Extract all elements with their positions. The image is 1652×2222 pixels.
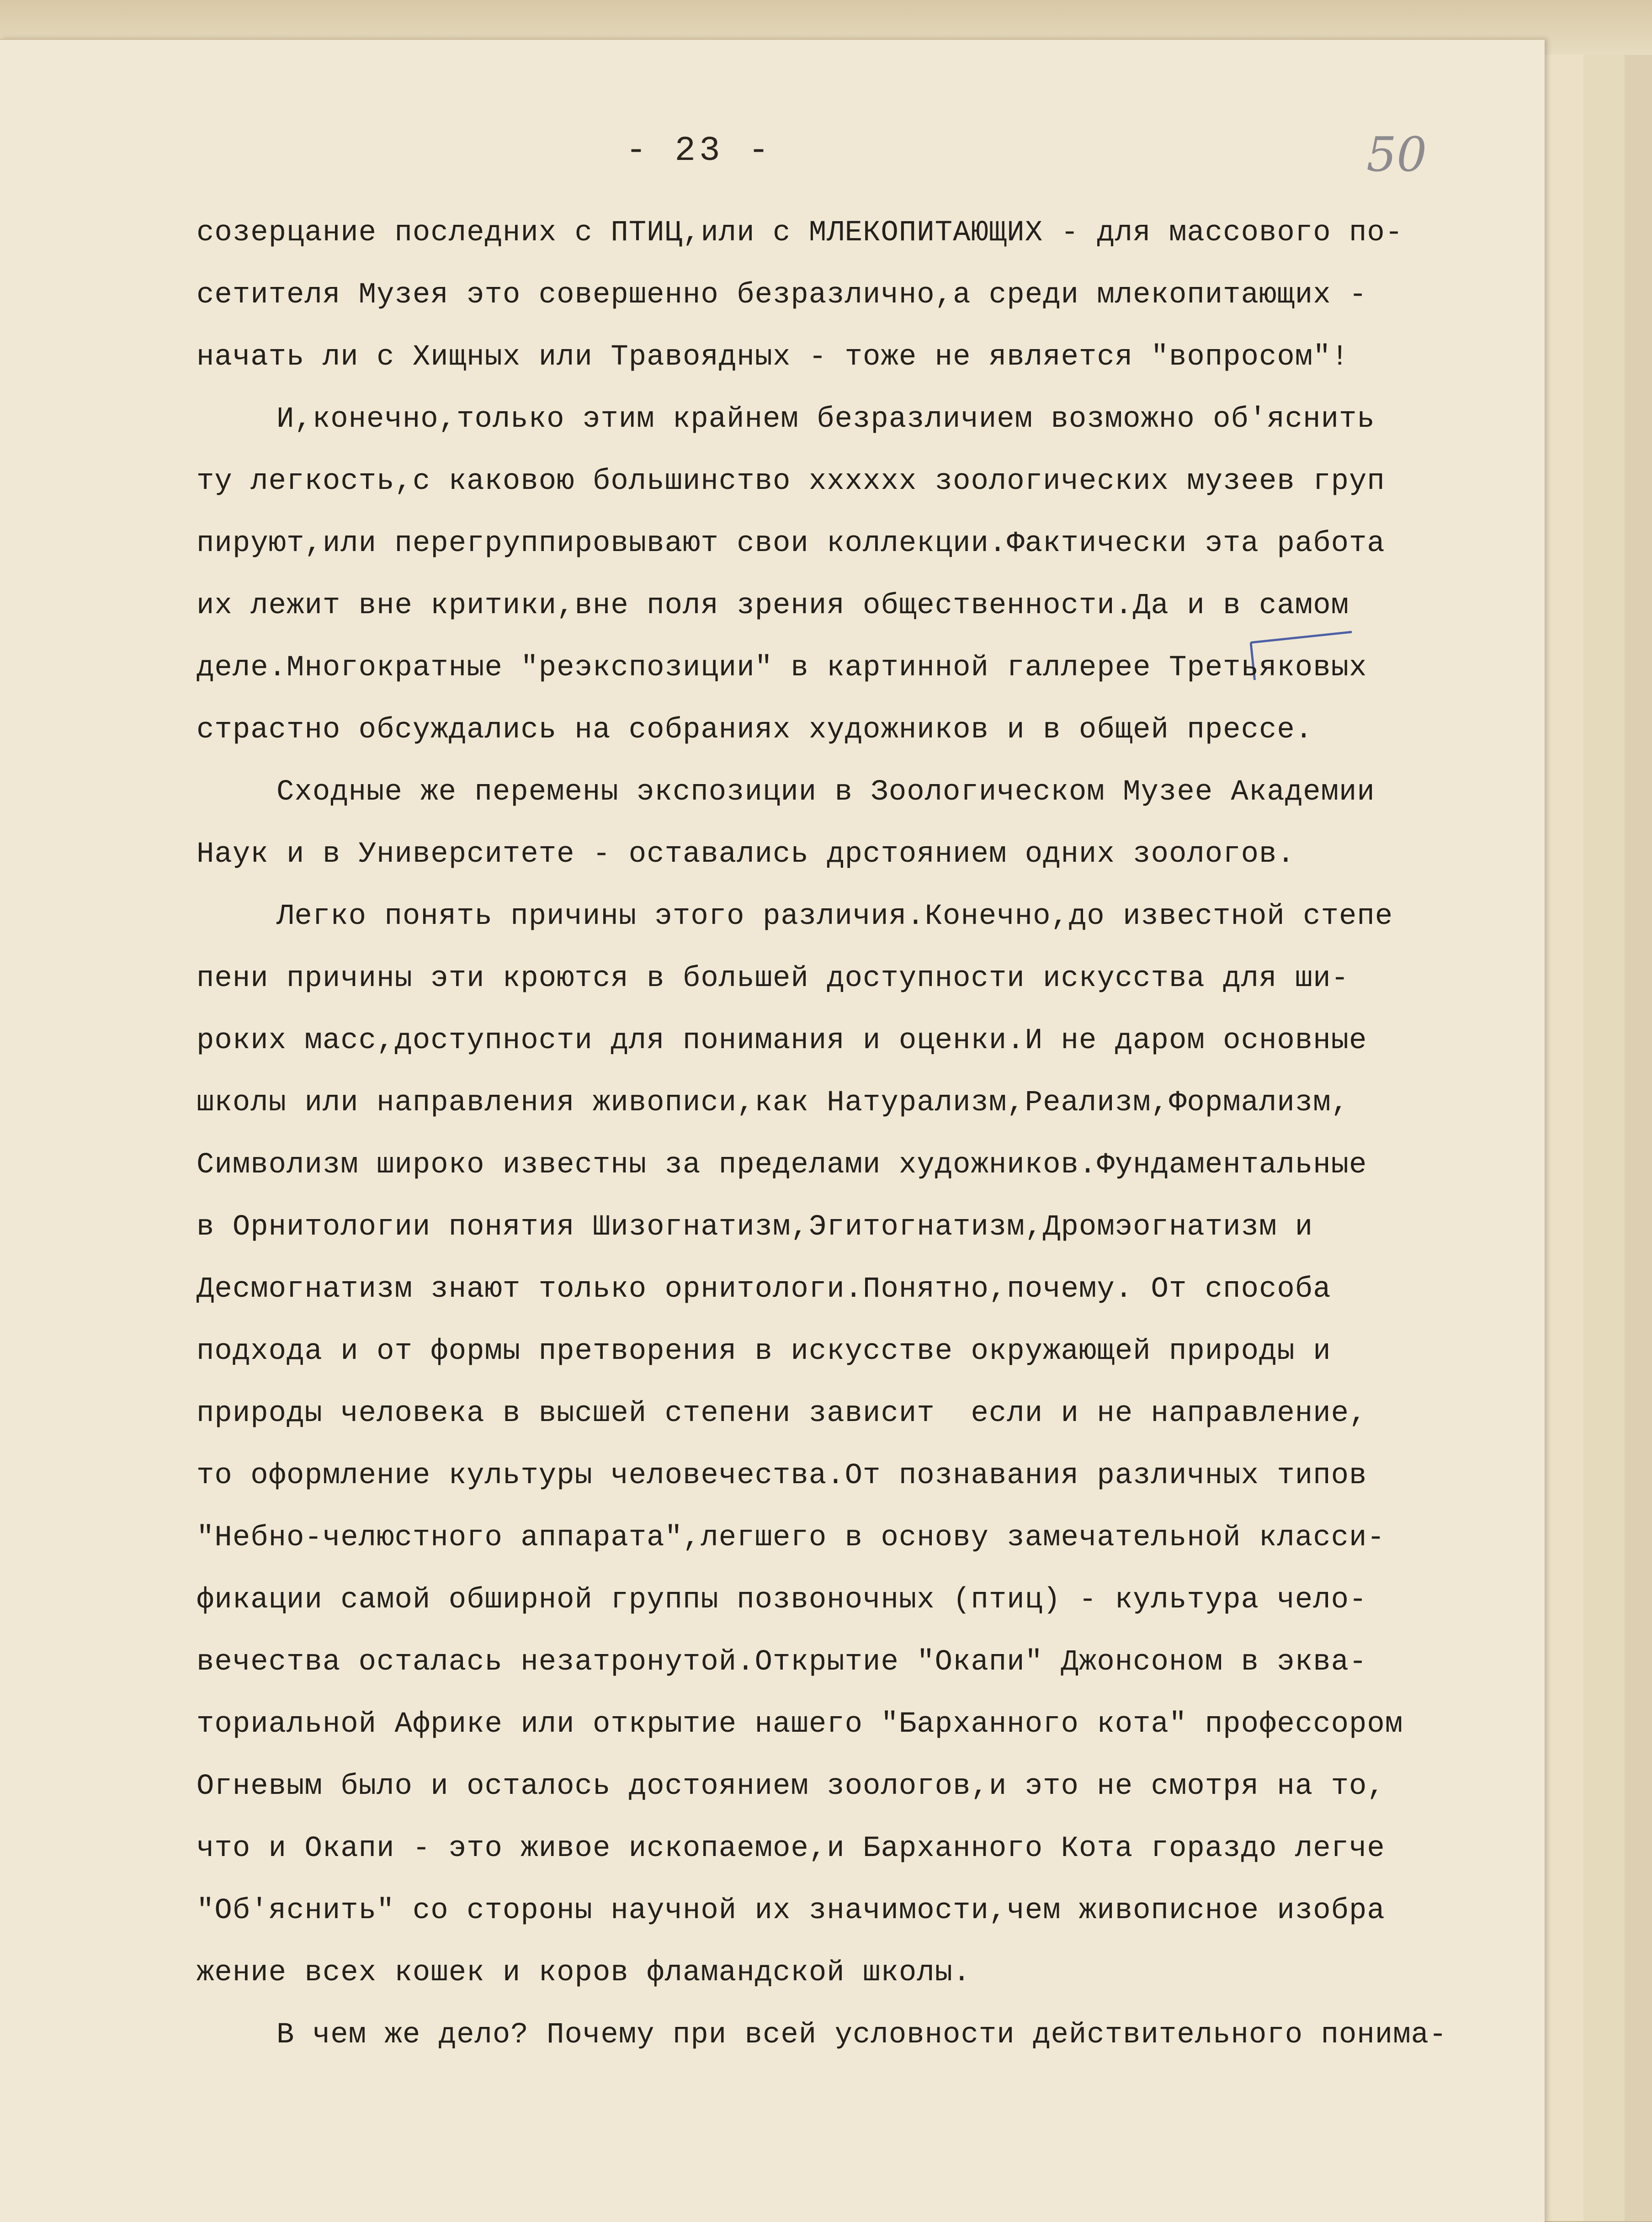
text-line: ториальной Африке или открытие нашего "Барханного кота" профессором (197, 1708, 1403, 1741)
text-line: подхода и от формы претворения в искусстве окружающей природы и (197, 1335, 1331, 1368)
text-line: пируют,или перегруппировывают свои коллекции.Фактически эта работа (197, 527, 1385, 560)
text-line: Легко понять причины этого различия.Конечно,до известной степе (276, 900, 1393, 933)
body-text (197, 202, 1549, 2066)
text-line: то оформление культуры человечества.От познавания различных типов (197, 1459, 1367, 1492)
text-line: вечества осталась незатронутой.Открытие "Окапи" Джонсоном в эква- (197, 1646, 1367, 1679)
text-line: их лежит вне критики,вне поля зрения общественности.Да и в самом (197, 589, 1349, 622)
text-line: Наук и в Университете - оставались дрстоянием одних зоологов. (197, 838, 1295, 871)
text-line: школы или направления живописи,как Натурализм,Реализм,Формализм, (197, 1087, 1349, 1119)
text-line: ту легкость,с каковою большинство хххххх зоологических музеев груп (197, 465, 1385, 498)
text-line: "Небно-челюстного аппарата",легшего в основу замечательной класси- (197, 1522, 1385, 1554)
text-line: созерцание последних с ПТИЦ,или с МЛЕКОПИТАЮЩИХ - для массового по- (197, 217, 1403, 249)
text-line: пени причины эти кроются в большей доступности искусства для ши- (197, 962, 1349, 995)
text-line: страстно обсуждались на собраниях художников и в общей прессе. (197, 714, 1313, 747)
text-line: Огневым было и осталось достоянием зоологов,и это не смотря на то, (197, 1770, 1385, 1803)
text-line: "Об'яснить" со стороны научной их значимости,чем живописное изобра (197, 1894, 1385, 1927)
text-line: И,конечно,только этим крайнем безразличием возможно об'яснить (276, 403, 1375, 436)
text-line: Символизм широко известны за пределами художников.Фундаментальные (197, 1149, 1367, 1182)
text-line: сетителя Музея это совершенно безразлично,а среди млекопитающих - (197, 279, 1367, 312)
text-line: что и Окапи - это живое ископаемое,и Барханного Кота гораздо легче (197, 1832, 1385, 1865)
text-line: роких масс,доступности для понимания и оценки.И не даром основные (197, 1024, 1367, 1057)
text-line: Сходные же перемены экспозиции в Зоологическом Музее Академии (276, 776, 1375, 809)
page-number: - 23 - (626, 131, 773, 170)
text-line: жение всех кошек и коров фламандской школы. (197, 1957, 971, 1989)
text-line: Десмогнатизм знают только орнитологи.Понятно,почему. От способа (197, 1273, 1331, 1306)
text-line: в Орнитологии понятия Шизогнатизм,Эгитогнатизм,Дромэогнатизм и (197, 1211, 1313, 1244)
text-line: природы человека в высшей степени зависит если и не направление, (197, 1397, 1367, 1430)
typewritten-page (0, 39, 1545, 2222)
text-line: деле.Многократные "реэкспозиции" в картинной галлерее Третьяковых (197, 652, 1367, 684)
text-line: фикации самой обширной группы позвоночных (птиц) - культура чело- (197, 1584, 1367, 1617)
text-line: начать ли с Хищных или Травоядных - тоже не является "вопросом"! (197, 341, 1349, 374)
text-line: В чем же дело? Почему при всей условности действительного понима- (276, 2019, 1447, 2052)
archive-folio-number: 50 (1366, 127, 1427, 182)
